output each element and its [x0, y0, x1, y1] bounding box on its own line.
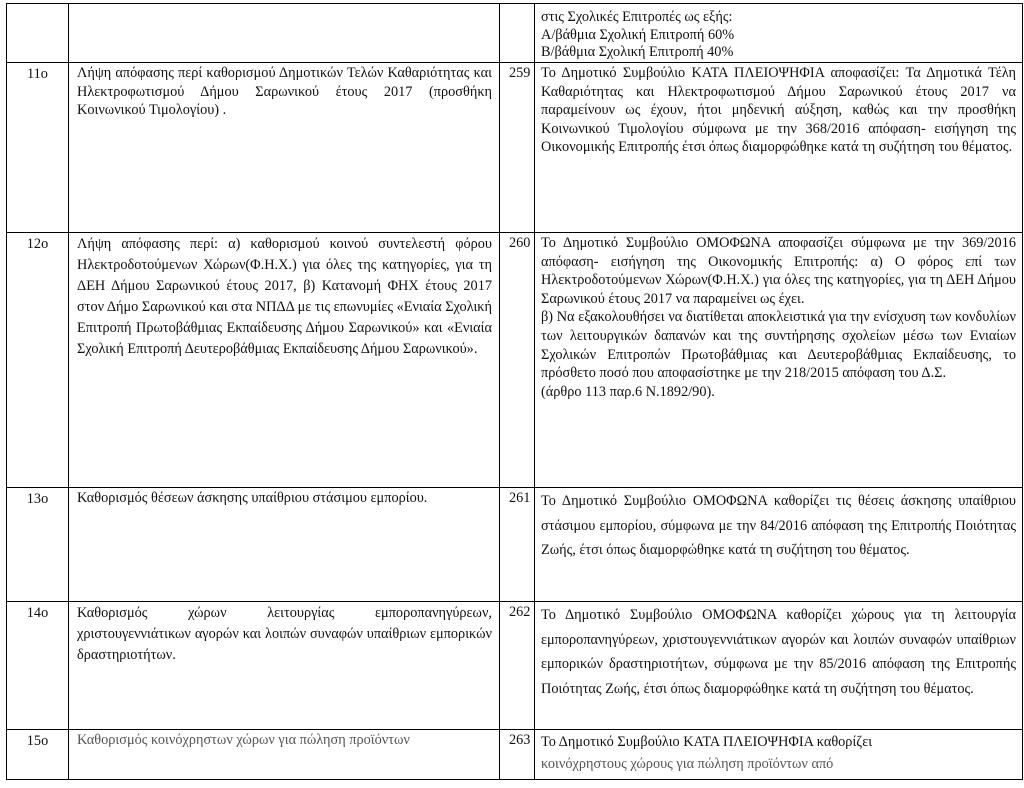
decision-number: 263	[509, 732, 531, 748]
decision-number: 262	[509, 604, 531, 620]
decision-number-cell	[500, 4, 535, 63]
decision-number: 259	[509, 65, 531, 81]
decision-number-cell	[500, 63, 535, 233]
subject-cell	[69, 730, 500, 780]
decision-cell	[535, 730, 1023, 780]
table-row	[7, 63, 1023, 233]
decision-paragraph-a: Το Δημοτικό Συμβούλιο ΟΜΟΦΩΝΑ αποφασίζει σύμφωνα με την 369/2016 απόφαση- εισήγηση της Οικονομικής Επιτροπής: α) Ο φόρος επί των Ηλεκτροδοτούμενων Χώρων(Φ.Η.Χ.) για όλες της κατηγορίες, για τη ΔΕΗ Δήμου Σαρωνικού έτους 2017 να παραμείνει ως έχει.	[541, 235, 1016, 307]
decision-cell	[535, 63, 1023, 233]
decision-number-cell	[500, 602, 535, 730]
subject-text: Λήψη απόφασης περί καθορισμού Δημοτικών Τελών Καθαριότητας και Ηλεκτροφωτισμού Δήμου Σαρωνικού έτους 2017 (προσθήκη Κοινωνικού Τιμολογίου) .	[77, 65, 492, 119]
decision-paragraph-b: β) Να εξακολουθήσει να διατίθεται αποκλειστικά για την ενίσχυση των κονδυλίων των λειτουργικών δαπανών και της συντήρησης σχολείων μέσω των Ενιαίων Σχολικών Επιτροπών Πρωτοβάθμιας και Δευτεροβάθμιας Εκπαίδευσης, το πρόσθετο ποσό που αποφασίστηκε με την 218/2015 απόφαση του Δ.Σ.	[541, 309, 1016, 382]
item-number-cell	[7, 488, 69, 602]
table-row	[7, 730, 1023, 780]
decision-line: στις Σχολικές Επιτροπές ως εξής:	[541, 9, 733, 25]
decision-reference: (άρθρο 113 παρ.6 Ν.1892/90).	[541, 383, 715, 400]
item-number-cell	[7, 730, 69, 780]
subject-text: Καθορισμός χώρων λειτουργίας εμποροπανηγύρεων, χριστουγεννιάτικων αγορών και λοιπών συναφών υπαίθριων εμπορικών δραστηριοτήτων.	[77, 605, 492, 663]
decision-number: 261	[509, 490, 531, 506]
table-row	[7, 602, 1023, 730]
decision-text: Το Δημοτικό Συμβούλιο ΚΑΤΑ ΠΛΕΙΟΨΗΦΙΑ αποφασίζει: Τα Δημοτικά Τέλη Καθαριότητας και Ηλεκτροφωτισμού Δήμου Σαρωνικού έτους 2017 να παραμείνουν ως έχουν, ήτοι μηδενική αύξηση, καθώς και την προσθήκη Κοινωνικού Τιμολογίου σύμφωνα με την 368/2016 απόφαση- εισήγηση της Οικονομικής Επιτροπής έτσι όπως διαμορφώθηκε κατά τη συζήτηση του θέματος.	[541, 65, 1016, 156]
decision-number-cell	[500, 730, 535, 780]
decision-cell	[535, 4, 1023, 63]
decision-text: Το Δημοτικό Συμβούλιο ΟΜΟΦΩΝΑ καθορίζει χώρους για τη λειτουργία εμποροπανηγύρεων, χριστουγεννιάτικων αγορών και λοιπών συναφών υπαίθριων εμπορικών δραστηριοτήτων, σύμφωνα με την 85/2016 απόφαση της Επιτροπής Ποιότητας Ζωής, έτσι όπως διαμορφώθηκε κατά τη συζήτηση του θέματος.	[541, 607, 1016, 697]
decision-cell	[535, 602, 1023, 730]
subject-text: Καθορισμός κοινόχρηστων χώρων για πώληση προϊόντων	[77, 732, 410, 748]
subject-cell	[69, 488, 500, 602]
table-row	[7, 488, 1023, 602]
item-number: 13ο	[26, 491, 49, 507]
item-number: 15ο	[26, 733, 49, 749]
item-number-cell	[7, 4, 69, 63]
item-number-cell	[7, 63, 69, 233]
decision-cell	[535, 488, 1023, 602]
item-number-cell	[7, 233, 69, 488]
subject-cell	[69, 4, 500, 63]
decision-line: Το Δημοτικό Συμβούλιο ΚΑΤΑ ΠΛΕΙΟΨΗΦΙΑ καθορίζει	[541, 734, 873, 750]
item-number: 11ο	[27, 66, 48, 82]
subject-cell	[69, 233, 500, 488]
subject-text: Καθορισμός θέσεων άσκησης υπαίθριου στάσιμου εμπορίου.	[77, 490, 428, 506]
decision-line: Α/βάθμια Σχολική Επιτροπή 60%	[541, 26, 735, 43]
item-number: 14ο	[26, 605, 49, 621]
item-number-cell	[7, 602, 69, 730]
subject-text: Λήψη απόφασης περί: α) καθορισμού κοινού συντελεστή φόρου Ηλεκτροδοτούμενων Χώρων(Φ.Η.Χ.) για όλες της κατηγορίες, για τη ΔΕΗ Δήμου Σαρωνικού έτους 2017, β) Κατανομή ΦΗΧ έτους 2017 στον Δήμο Σαρωνικού και στα ΝΠΔΔ με τις επωνυμίες «Ενιαία Σχολική Επιτροπή Πρωτοβάθμιας Εκπαίδευσης Δήμου Σαρωνικού» και «Ενιαία Σχολική Επιτροπή Δευτεροβάθμιας Εκπαίδευσης Δήμου Σαρωνικού».	[77, 236, 492, 357]
table-row	[7, 4, 1023, 63]
decision-number-cell	[500, 488, 535, 602]
decision-line: Β/βάθμια Σχολική Επιτροπή 40%	[541, 44, 734, 61]
decision-text: Το Δημοτικό Συμβούλιο ΟΜΟΦΩΝΑ καθορίζει τις θέσεις άσκησης υπαίθριου στάσιμου εμπορίου, σύμφωνα με την 84/2016 απόφαση της Επιτροπής Ποιότητας Ζωής, έτσι όπως διαμορφώθηκε κατά τη συζήτηση του θέματος.	[541, 493, 1016, 558]
item-number: 12ο	[26, 236, 49, 252]
decision-number: 260	[509, 235, 531, 251]
table-row	[7, 233, 1023, 488]
decision-number-cell	[500, 233, 535, 488]
subject-cell	[69, 602, 500, 730]
subject-cell	[69, 63, 500, 233]
decisions-table	[6, 3, 1023, 780]
decision-line: κοινόχρηστους χώρους για πώληση προϊόντων από	[541, 756, 834, 772]
decision-cell	[535, 233, 1023, 488]
